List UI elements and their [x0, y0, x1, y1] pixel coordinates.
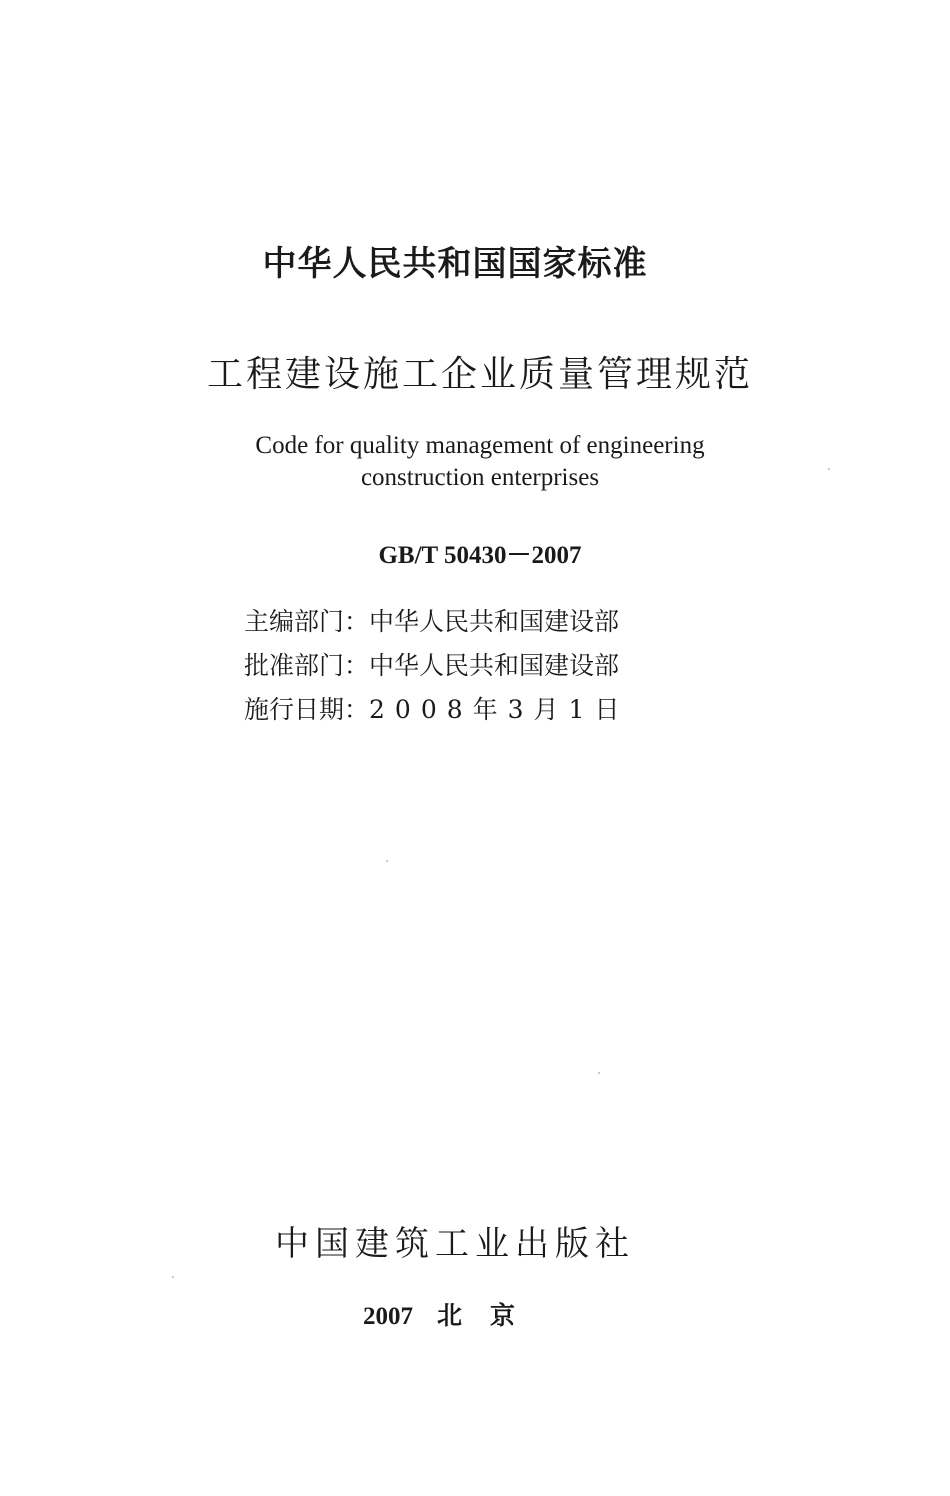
info-value: 中华人民共和国建设部 [369, 651, 620, 680]
scan-speck [386, 860, 388, 862]
imprint [0, 1296, 928, 1332]
info-block [244, 600, 629, 732]
english-title-line-1: Code for quality management of engineering [255, 432, 705, 459]
imprint-city: 北京 [436, 1301, 543, 1330]
info-label: 主编部门： [244, 607, 370, 636]
info-value: 中华人民共和国建设部 [369, 607, 620, 636]
scan-speck [828, 468, 830, 470]
info-row-effective-date [244, 688, 629, 732]
english-title-line-2: construction enterprises [360, 464, 600, 491]
info-value: 2008年3月1日 [369, 695, 630, 724]
scan-speck [172, 1276, 174, 1278]
info-label: 施行日期： [244, 695, 370, 724]
series-title: 中华人民共和国国家标准 [262, 244, 648, 284]
info-row-editor [244, 600, 629, 644]
chinese-title: 工程建设施工企业质量管理规范 [206, 354, 753, 395]
imprint-year: 2007 [362, 1303, 413, 1330]
info-row-approver [244, 644, 629, 688]
publisher: 中国建筑工业出版社 [275, 1224, 635, 1264]
standard-code: GB/T 50430－2007 [378, 542, 582, 569]
info-label: 批准部门： [244, 651, 370, 680]
scan-speck [598, 1072, 600, 1074]
